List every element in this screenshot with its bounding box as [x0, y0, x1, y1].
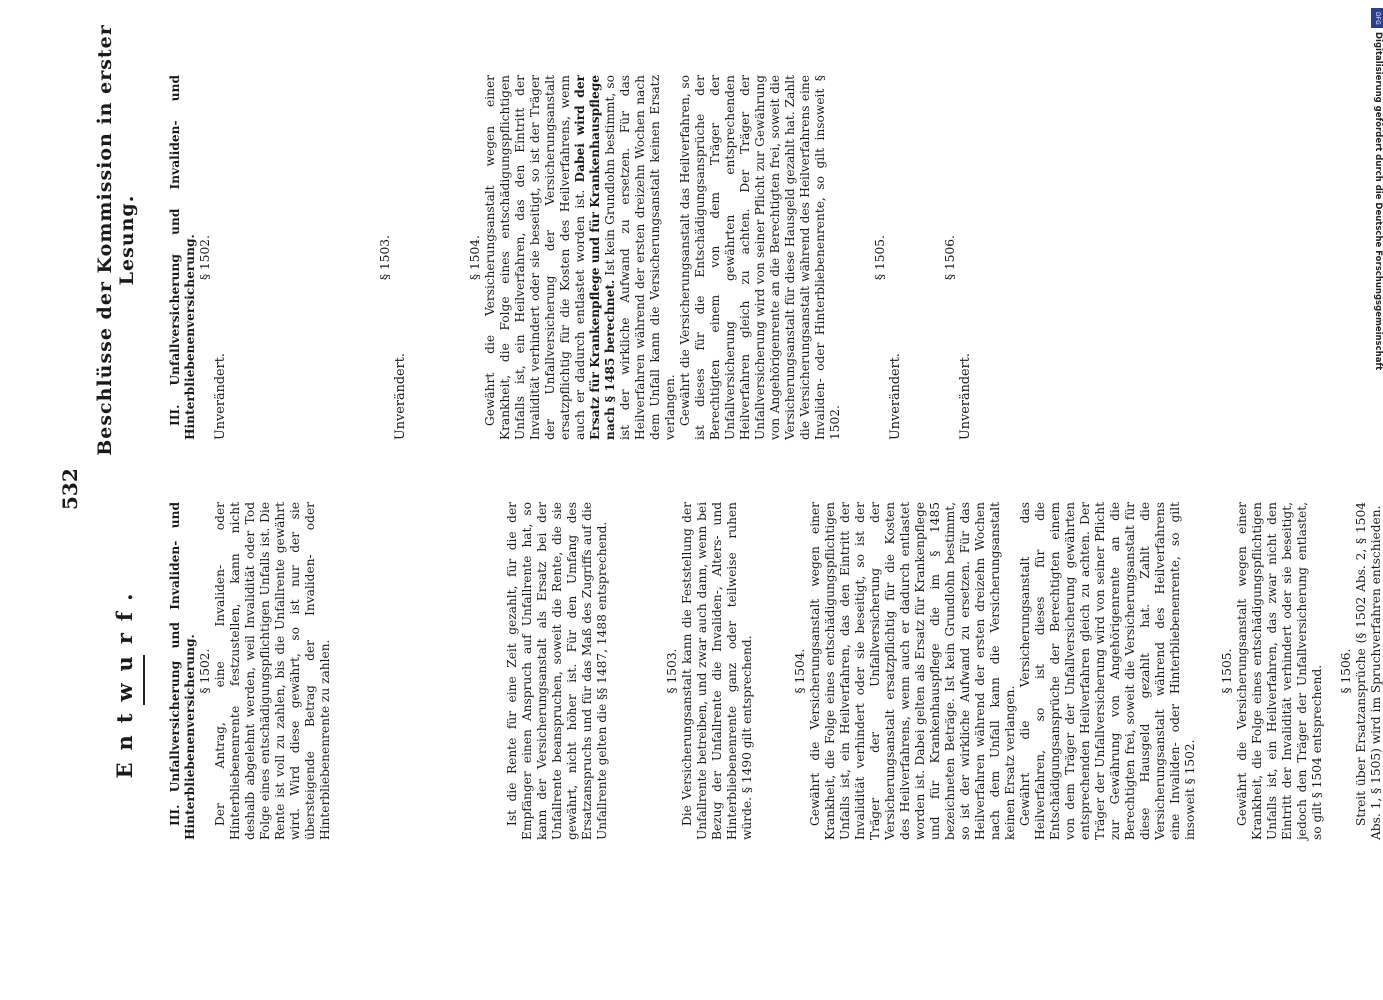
right-column-heading: Beschlüsse der Kommission in erster Lesung. [94, 24, 138, 456]
left-para-1505: Gewährt die Versicherungsanstalt wegen einer Krankheit, die Folge eines entschädigungspflichtigen Unfalls ist, ein Heilverfahren, das zwar nicht den Eintritt der Invalidität verhindert oder sie beseitigt, jedoch den Träger der Unfallversicherung entlastet, so gilt § 1504 entsprechend. [1235, 502, 1324, 840]
right-heading-1505: § 1505. [873, 235, 887, 280]
left-column-heading [112, 520, 145, 840]
right-1505-unchanged: Unverändert. [888, 353, 903, 440]
left-para-1502-1: Der Antrag, eine Invaliden- oder Hinterbliebenenrente festzustellen, kann nicht deshalb abgelehnt werden, weil Invalidität oder Tod Folge eines entschädigungspflichtigen Unfalls ist. Die Rente ist voll zu zahlen, bis die Unfallrente gewährt wird. Wird diese gewährt, so ist nur der sie übersteigende Betrag der Invaliden- oder Hinterbliebenenrente zu zahlen. [213, 502, 332, 840]
heading-rule [143, 655, 145, 705]
left-column [168, 502, 1383, 840]
right-heading-1503: § 1503. [378, 235, 392, 280]
left-para-1503: Die Versicherungsanstalt kann die Feststellung der Unfallrente betreiben, und zwar auch dann, wenn bei Bezug der Unfallrente die Invaliden-, Alters- und Hinterbliebenenrente ganz oder teilweise ruhen würde. § 1490 gilt entsprechend. [680, 502, 754, 840]
right-para-1504-1-b: Ist kein Grundlohn bestimmt, so ist der wirkliche Aufwand zu ersetzen. Für das Heilverfahren während der ersten dreizehn Wochen nach dem Unfall kann die Versicherungsanstalt keinen Ersatz verlangen. [603, 75, 677, 440]
digitization-credit [1371, 8, 1383, 388]
left-para-1502-2: Ist die Rente für eine Zeit gezahlt, für die der Empfänger einen Anspruch auf Unfallrente hat, so kann der Versicherungsanstalt als Ersatz bei der Unfallrente beanspruchen, soweit die Rente, die sie gewährt, nicht höher ist. Für den Umfang des Ersatzanspruchs und für das Maß des Zugriffs auf die Unfallrente gelten die §§ 1487, 1488 entsprechend. [505, 502, 609, 840]
right-para-1504-1 [483, 75, 678, 440]
right-heading-1502: § 1502. [198, 235, 212, 280]
left-para-1506: Streit über Ersatzansprüche (§ 1502 Abs. 2, § 1504 Abs. 1, § 1505) wird im Spruchverfahren entschieden. [1354, 502, 1383, 840]
left-heading-1505: § 1505. [1220, 648, 1234, 694]
left-heading-1502: § 1502. [198, 648, 212, 694]
digitization-credit-text: Digitalisierung gefördert durch die Deutsche Forschungsgemeinschaft [1373, 32, 1383, 371]
right-heading-1504: § 1504. [468, 235, 482, 280]
right-section-title: III. Unfallversicherung und Invaliden- und Hinterbliebenenversicherung. [168, 75, 197, 440]
right-para-1504-1-a: Gewährt die Versicherungsanstalt wegen einer Krankheit, die Folge eines entschädigungspflichtigen Unfalls ist, ein Heilverfahren, das den Eintritt der Invalidität verhindert oder sie beseitigt, so ist der Träger der Unfallversicherung der Versicherungsanstalt ersatzpflichtig für die Kosten des Heilverfahrens, wenn auch er dadurch entlastet worden ist. [483, 75, 587, 440]
right-1506-unchanged: Unverändert. [958, 353, 973, 440]
left-para-1504-1: Gewährt die Versicherungsanstalt wegen einer Krankheit, die Folge eines entschädigungspflichtigen Unfalls ist, ein Heilverfahren, das den Eintritt der Invalidität verhindert oder sie beseitigt, so ist der Träger der Unfallversicherung der Versicherungsanstalt ersatzpflichtig für die Kosten des Heilverfahrens, wenn auch er dadurch entlastet worden ist. Dabei gelten als Ersatz für Krankenpflege und für Krankenhauspflege die im § 1485 bezeichneten Beträge. Ist kein Grundlohn bestimmt, so ist der wirkliche Aufwand zu ersetzen. Für das Heilverfahren während der ersten dreizehn Wochen nach dem Unfall kann die Versicherungsanstalt keinen Ersatz verlangen. [808, 502, 1017, 840]
left-heading-1503: § 1503. [665, 648, 679, 694]
left-heading-1506: § 1506. [1339, 648, 1353, 694]
dfg-logo-badge: DFG [1371, 8, 1383, 28]
right-heading-1506: § 1506. [943, 235, 957, 280]
left-heading-1504: § 1504. [793, 648, 807, 694]
page-number: 532 [58, 468, 82, 510]
right-1503-unchanged: Unverändert. [393, 353, 408, 440]
right-para-1504-1-amendment: Dabei wird der Ersatz für Krankenpflege und für Krankenhauspflege nach § 1485 berechnet. [573, 74, 617, 440]
right-para-1504-2: Gewährt die Versicherungsanstalt das Heilverfahren, so ist dieses für die Entschädigungsansprüche der Berechtigten einem von dem Träger der Unfallversicherung gewährten entsprechenden Heilverfahren gleich zu achten. Der Träger der Unfallversicherung wird von seiner Pflicht zur Gewährung von Angehörigenrente an die Berechtigten frei, soweit die Versicherungsanstalt für diese Hausgeld gezahlt hat. Zahlt die Versicherungsanstalt während des Heilverfahrens eine Invaliden- oder Hinterbliebenenrente, so gilt insoweit § 1502. [678, 75, 842, 440]
right-1502-unchanged: Unverändert. [213, 353, 228, 440]
right-column [168, 75, 973, 440]
left-section-title: III. Unfallversicherung und Invaliden- und Hinterbliebenenversicherung. [168, 502, 197, 840]
left-para-1504-2: Gewährt die Versicherungsanstalt das Heilverfahren, so ist dieses für die Entschädigungsansprüche der Berechtigten einem von dem Träger der Unfallversicherung gewährten entsprechenden Heilverfahren gleich zu achten. Der Träger der Unfallversicherung wird von seiner Pflicht zur Gewährung von Angehörigenrente an die Berechtigten frei, soweit die Versicherungsanstalt für diese Hausgeld gezahlt hat. Zahlt die Versicherungsanstalt während des Heilverfahrens eine Invaliden- oder Hinterbliebenenrente, so gilt insoweit § 1502. [1018, 502, 1197, 840]
heading-entwurf: Entwurf. [112, 581, 137, 779]
